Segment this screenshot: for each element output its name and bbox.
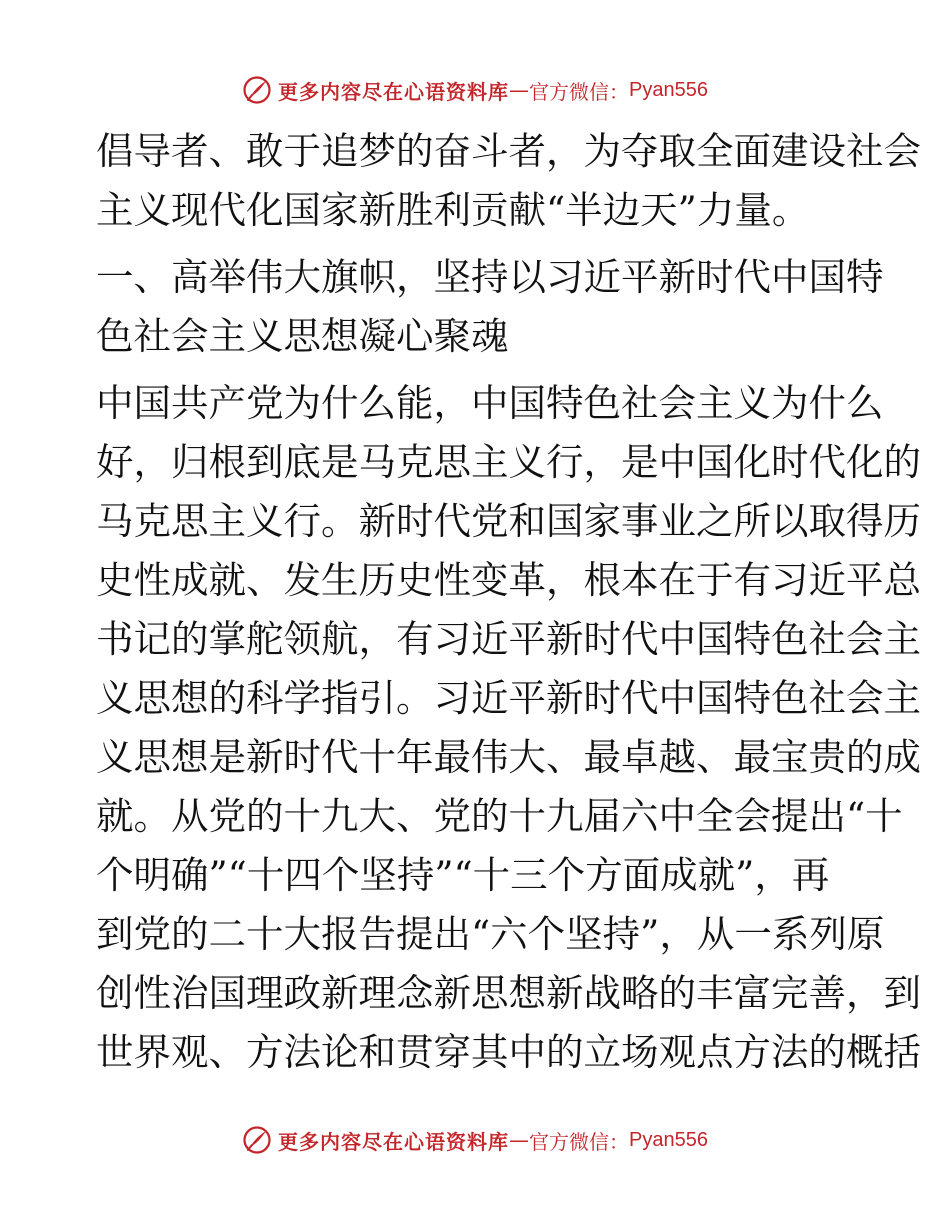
text-line: 史性成就、发生历史性变革，根本在于有习近平总 (96, 558, 921, 602)
text-line: 中国共产党为什么能，中国特色社会主义为什么 (96, 381, 884, 425)
text-line: 主义现代化国家新胜利贡献“半边天”力量。 (96, 188, 810, 232)
text-line: 义思想是新时代十年最伟大、最卓越、最宝贵的成 (96, 735, 921, 779)
banner-title: 更多内容尽在心语资料库 (278, 1129, 510, 1154)
text-line: 好，归根到底是马克思主义行，是中国化时代化的 (96, 440, 921, 484)
banner-dash: — (509, 78, 530, 102)
heading-line: 一、高举伟大旗帜，坚持以习近平新时代中国特 (96, 255, 884, 299)
paragraph-main (96, 374, 921, 1082)
text-line: 义思想的科学指引。习近平新时代中国特色社会主 (96, 676, 921, 720)
text-line: 个明确”“十四个坚持”“十三个方面成就”，再 (96, 853, 830, 897)
quill-pen-logo-icon (242, 75, 272, 105)
banner-official-label: 官方微信： (529, 1129, 630, 1154)
text-line: 马克思主义行。新时代党和国家事业之所以取得历 (96, 499, 921, 543)
heading-line: 色社会主义思想凝心聚魂 (96, 314, 509, 358)
text-line: 书记的掌舵领航，有习近平新时代中国特色社会主 (96, 617, 921, 661)
banner-official-label: 官方微信： (529, 79, 630, 104)
text-line: 创性治国理政新理念新思想新战略的丰富完善，到 (96, 971, 921, 1015)
text-line: 到党的二十大报告提出“六个坚持”，从一系列原 (96, 912, 885, 956)
footer-banner (0, 1120, 950, 1160)
quill-pen-logo-icon (242, 1125, 272, 1155)
banner-dash: — (509, 1128, 530, 1152)
paragraph-continuation (96, 122, 921, 240)
banner-title: 更多内容尽在心语资料库 (278, 79, 510, 104)
text-line: 倡导者、敢于追梦的奋斗者，为夺取全面建设社会 (96, 129, 921, 173)
banner-wechat-id: Pyan556 (629, 78, 708, 101)
section-heading (96, 248, 884, 366)
text-line: 就。从党的十九大、党的十九届六中全会提出“十 (96, 794, 903, 838)
banner-wechat-id: Pyan556 (629, 1128, 708, 1151)
header-banner (0, 70, 950, 110)
text-line: 世界观、方法论和贯穿其中的立场观点方法的概括 (96, 1030, 921, 1074)
document-body (96, 122, 921, 1082)
